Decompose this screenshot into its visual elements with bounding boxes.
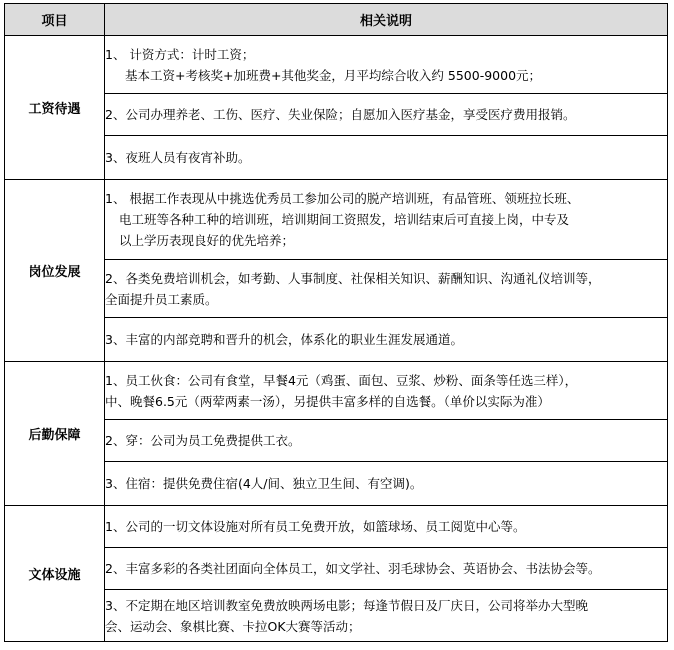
table-row (5, 260, 668, 318)
table-row (5, 94, 668, 136)
table-row (5, 462, 668, 506)
description-line: 2、各类免费培训机会，如考勤、人事制度、社保相关知识、薪酬知识、沟通礼仪培训等， (105, 270, 601, 286)
table-row (5, 506, 668, 548)
benefits-table (4, 3, 668, 642)
category-recreation: 文体设施 (5, 506, 105, 642)
description-cell (105, 94, 668, 136)
description-line: 会、运动会、象棋比赛、卡拉OK大赛等活动； (105, 618, 361, 634)
description-line: 1、 计资方式：计时工资； (105, 46, 255, 62)
category-salary: 工资待遇 (5, 36, 105, 180)
description-cell (105, 362, 668, 420)
description-cell (105, 590, 668, 642)
description-line: 以上学历表现良好的优先培养； (119, 233, 295, 248)
description-line: 全面提升员工素质。 (105, 291, 218, 307)
table-row (5, 420, 668, 462)
table-row (5, 36, 668, 94)
description-cell (105, 548, 668, 590)
description-cell (105, 136, 668, 180)
table-row (5, 180, 668, 260)
description-line: 电工班等各种工种的培训班，培训期间工资照发，培训结束后可直接上岗，中专及 (119, 212, 570, 227)
description-cell (105, 180, 668, 260)
description-line: 3、丰富的内部竞聘和晋升的机会，体系化的职业生涯发展通道。 (105, 332, 463, 347)
description-line: 3、夜班人员有夜宵补助。 (105, 150, 251, 165)
header-item: 项目 (5, 4, 105, 36)
category-career: 岗位发展 (5, 180, 105, 362)
description-cell (105, 318, 668, 362)
description-line: 1、员工伙食：公司有食堂，早餐4元（鸡蛋、面包、豆浆、炒粉、面条等任选三样）， (105, 372, 578, 388)
description-line: 2、丰富多彩的各类社团面向全体员工，如文学社、羽毛球协会、英语协会、书法协会等。 (105, 561, 601, 576)
table-row (5, 548, 668, 590)
description-line: 3、住宿：提供免费住宿(4人/间、独立卫生间、有空调)。 (105, 476, 423, 491)
description-line: 1、公司的一切文体设施对所有员工免费开放，如篮球场、员工阅览中心等。 (105, 519, 526, 534)
description-line: 基本工资+考核奖+加班费+其他奖金，月平均综合收入约 5500-9000元； (125, 67, 542, 83)
description-cell (105, 420, 668, 462)
table-row (5, 590, 668, 642)
header-description: 相关说明 (105, 4, 668, 36)
description-cell (105, 462, 668, 506)
description-line: 1、 根据工作表现从中挑选优秀员工参加公司的脱产培训班，有品管班、领班拉长班、 (105, 191, 580, 206)
description-line: 3、不定期在地区培训教室免费放映两场电影；每逢节假日及厂庆日，公司将举办大型晚 (105, 597, 588, 613)
table-row (5, 362, 668, 420)
description-cell (105, 260, 668, 318)
description-cell (105, 36, 668, 94)
table-header-row (5, 4, 668, 36)
description-line: 中、晚餐6.5元（两荤两素一汤），另提供丰富多样的自选餐。（单价以实际为准） (105, 393, 550, 409)
description-cell (105, 506, 668, 548)
table-row (5, 318, 668, 362)
description-line: 2、公司办理养老、工伤、医疗、失业保险；自愿加入医疗基金，享受医疗费用报销。 (105, 107, 576, 122)
table-row (5, 136, 668, 180)
category-logistics: 后勤保障 (5, 362, 105, 506)
description-line: 2、穿：公司为员工免费提供工衣。 (105, 433, 301, 448)
